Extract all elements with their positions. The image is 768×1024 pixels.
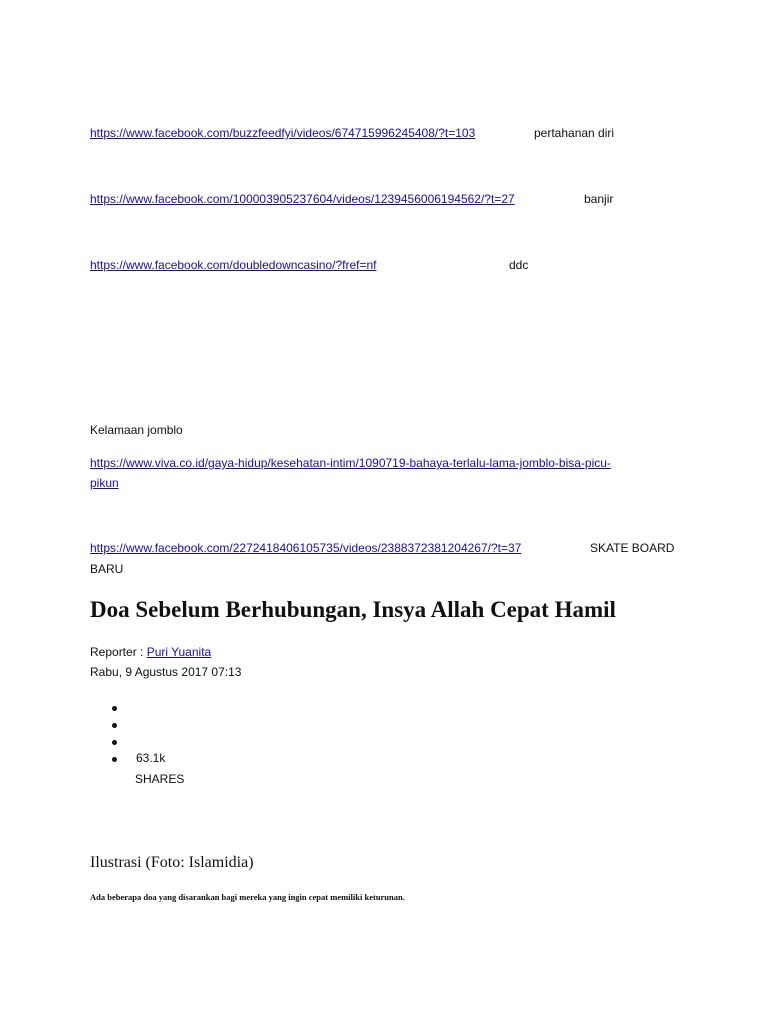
facebook-page-link[interactable]: https://www.facebook.com/doubledowncasino/?fref=nf [90,258,377,272]
share-count: 63.1k [136,751,166,765]
facebook-video-link-3[interactable]: https://www.facebook.com/2272418406105735/videos/2388372381204267/?t=37 [90,541,522,555]
article-date: Rabu, 9 Agustus 2017 07:13 [90,665,242,679]
link-note-5-line-1: SKATE BOARD [590,541,675,555]
link-note-2: banjir [584,192,614,206]
viva-article-link-line-1[interactable]: https://www.viva.co.id/gaya-hidup/kesehatan-intim/1090719-bahaya-terlalu-lama-jomblo-bisa-picu- [90,456,611,470]
link-note-5-line-2: BARU [90,562,124,576]
viva-article-link-line-2[interactable]: pikun [90,476,119,490]
bullet-icon [112,757,117,762]
bullet-icon [112,706,117,711]
link-note-3: ddc [509,258,529,272]
article-intro: Ada beberapa doa yang disarankan bagi mereka yang ingin cepat memiliki keturunan. [90,892,405,902]
reporter-label: Reporter : [90,645,147,659]
bullet-icon [112,723,117,728]
reporter-line [90,645,211,659]
article-title: Doa Sebelum Berhubungan, Insya Allah Cepat Hamil [90,597,616,622]
share-label: SHARES [135,772,185,786]
facebook-video-link-2[interactable]: https://www.facebook.com/100003905237604/videos/1239456006194562/?t=27 [90,192,515,206]
bullet-icon [112,740,117,745]
reporter-name-link[interactable]: Puri Yuanita [146,645,212,659]
image-caption: Ilustrasi (Foto: Islamidia) [90,854,254,871]
facebook-video-link-1[interactable]: https://www.facebook.com/buzzfeedfyi/videos/674715996245408/?t=103 [90,126,476,140]
section-label: Kelamaan jomblo [90,423,183,437]
link-note-1: pertahanan diri [534,126,615,140]
